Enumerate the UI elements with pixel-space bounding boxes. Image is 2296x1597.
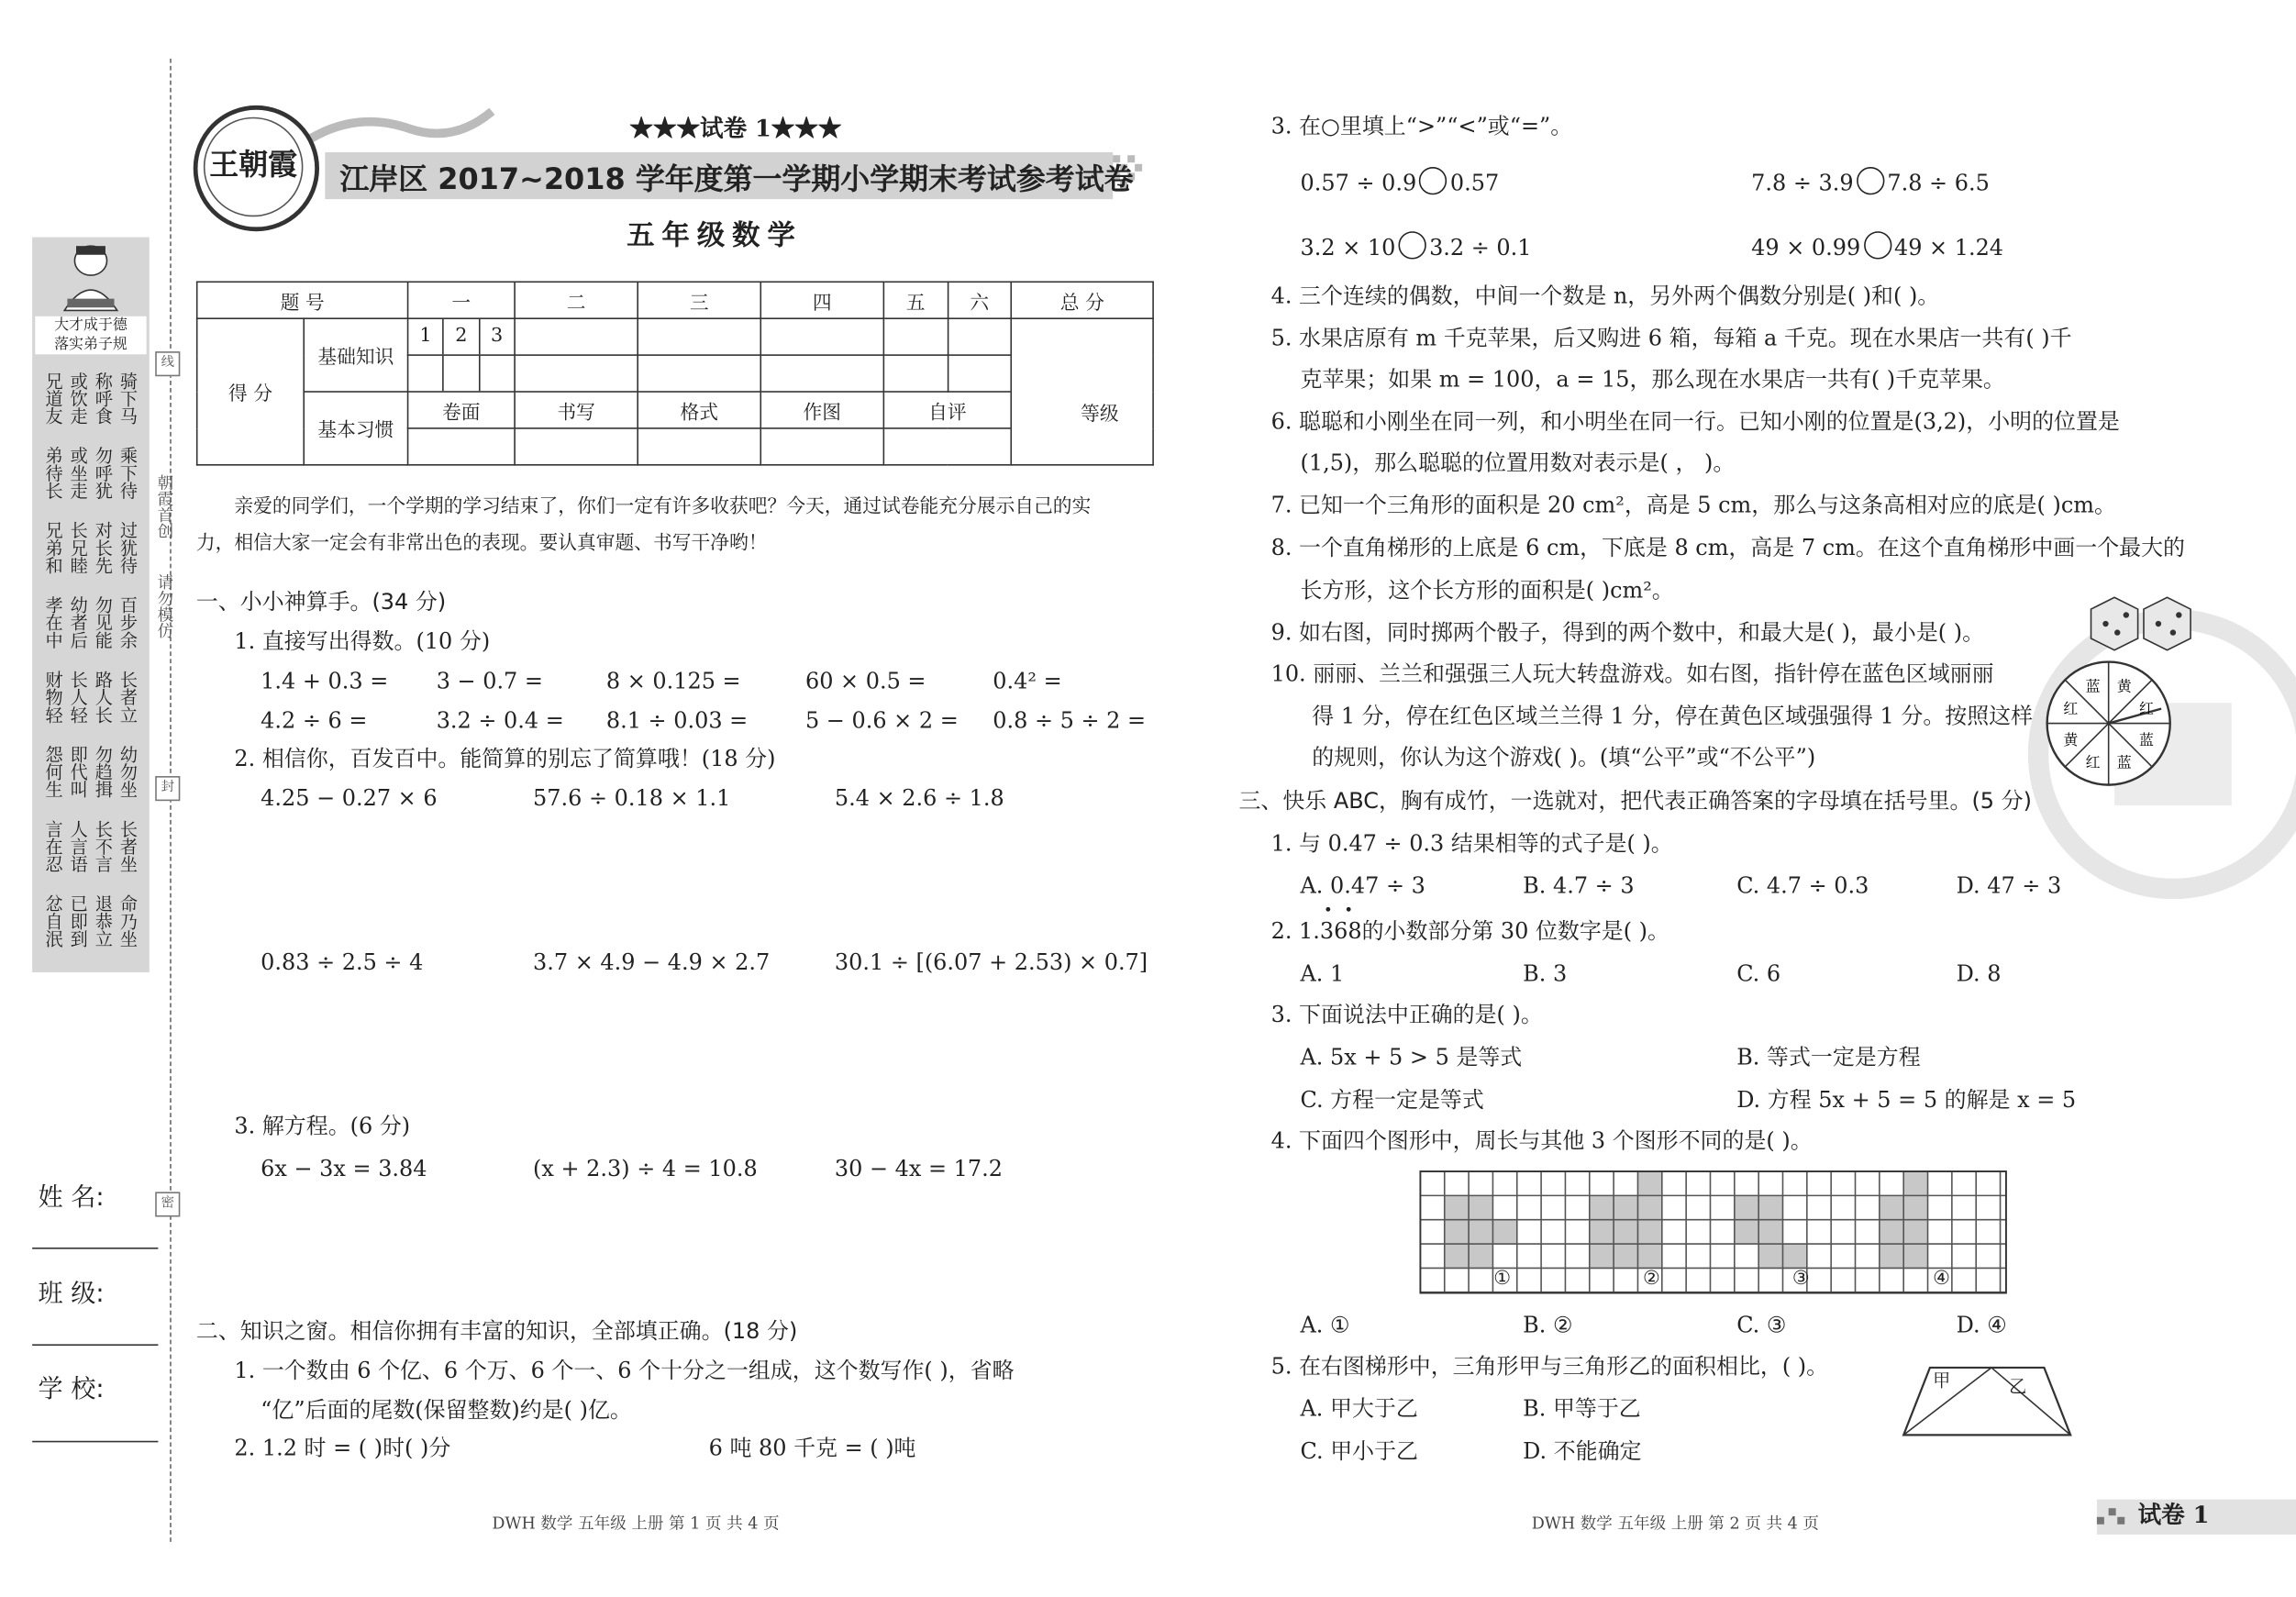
calc-item: 8 × 0.125 =: [605, 667, 741, 694]
simplify-item: 3.7 × 4.9 − 4.9 × 2.7: [533, 948, 771, 976]
cut-label-line: 线: [155, 351, 180, 376]
compare-right: 0.57: [1449, 170, 1500, 196]
proverb-column: 幼勿坐: [117, 745, 139, 798]
option[interactable]: B. ②: [1523, 1312, 1573, 1339]
equation-item: 30 − 4x = 17.2: [834, 1155, 1003, 1182]
score-cell[interactable]: [948, 355, 1012, 392]
proverb-column: 人言语: [68, 819, 89, 873]
calc-item: 3 − 0.7 =: [436, 667, 543, 694]
s2-q1-line2: “亿”后面的尾数(保留整数)约是( )亿。: [261, 1396, 632, 1424]
habit-item: 自评: [883, 392, 1011, 428]
proverb-column: 忿自泯: [43, 894, 64, 948]
proverb-column: 过犹待: [117, 521, 139, 574]
habit-item: 卷面: [408, 392, 516, 428]
trapezoid-label-yi: 乙: [2009, 1376, 2027, 1397]
score-cell[interactable]: [638, 355, 760, 392]
s2-q1-line1: 1. 一个数由 6 个亿、6 个万、6 个一、6 个十分之一组成，这个数写作( )，省略: [234, 1357, 1015, 1384]
wheel-sector-label: 黄: [2116, 677, 2132, 695]
school-field[interactable]: [32, 1441, 158, 1443]
score-cell[interactable]: [883, 355, 948, 392]
equation-item: (x + 2.3) ÷ 4 = 10.8: [533, 1155, 758, 1182]
score-header: 一: [408, 282, 516, 318]
intro-line-1: 亲爱的同学们，一个学期的学习结束了，你们一定有许多收获吧？今天，通过试卷能充分展示自己的实: [234, 496, 1092, 519]
figure-label: ②: [1643, 1268, 1660, 1291]
proverb-column: 命乃坐: [117, 894, 139, 948]
score-cell[interactable]: [638, 428, 760, 465]
proverb-column: 即代叫: [68, 745, 89, 798]
wheel-sector-label: 蓝: [2139, 731, 2154, 749]
score-cell[interactable]: [408, 355, 516, 392]
simplify-item: 30.1 ÷ [(6.07 + 2.53) × 0.7]: [834, 948, 1148, 976]
proverb-column: 勿见能: [93, 595, 114, 649]
r-q7: 7. 已知一个三角形的面积是 20 cm²，高是 5 cm，那么与这条高相对应的底是( )cm。: [1270, 492, 2116, 519]
score-cell[interactable]: [760, 318, 883, 355]
wheel-sector-label: 蓝: [2085, 677, 2101, 695]
proverb-column: 路人长: [93, 671, 114, 724]
score-cell[interactable]: [515, 355, 638, 392]
basic-habits-label: 基本习惯: [304, 392, 407, 465]
sub-num: 3: [491, 325, 504, 348]
proverb-group: [44, 820, 138, 882]
motto: 大才成于德 落实弟子规: [35, 316, 146, 355]
simplify-item: 0.83 ÷ 2.5 ÷ 4: [261, 948, 424, 976]
wheel-sector-label: 红: [2139, 699, 2154, 717]
compare-left: 0.57 ÷ 0.9: [1300, 170, 1417, 196]
calc-item: 60 × 0.5 =: [804, 667, 926, 694]
proverb-column: 勿呼犹: [93, 446, 114, 500]
compare-circle[interactable]: [1863, 231, 1891, 259]
proverb-column: 幼者后: [68, 595, 89, 649]
name-label: 姓 名:: [38, 1182, 105, 1213]
footer-left: DWH 数学 五年级 上册 第 1 页 共 4 页: [492, 1514, 780, 1534]
proverb-column: 孝在中: [43, 595, 64, 649]
habit-item: 书写: [515, 392, 638, 428]
score-cell-1[interactable]: [408, 318, 516, 355]
trapezoid-figure: [1901, 1362, 2073, 1438]
r-q6-line1: 6. 聪聪和小刚坐在同一列，和小明坐在同一行。已知小刚的位置是(3,2)，小明的位置是: [1270, 408, 2120, 436]
exam-tag: ★★★试卷 1★★★: [629, 114, 842, 142]
r-q10-line3: 的规则，你认为这个游戏( )。(填“公平”或“不公平”): [1312, 743, 1816, 771]
r-q5-line2: 克苹果；如果 m = 100，a = 15，那么现在水果店一共有( )千克苹果。: [1300, 366, 2005, 393]
proverb-group: [44, 447, 138, 508]
cut-label-seal: 封: [155, 776, 180, 801]
score-table: [196, 281, 1154, 465]
section2-title: 二、知识之窗。相信你拥有丰富的知识，全部填正确。(18 分): [195, 1317, 798, 1345]
footer-right: DWH 数学 五年级 上册 第 2 页 共 4 页: [1531, 1514, 1819, 1534]
simplify-item: 4.25 − 0.27 × 6: [261, 784, 438, 812]
simplify-item: 5.4 × 2.6 ÷ 1.8: [834, 784, 1004, 812]
proverb-column: 长不言: [93, 819, 114, 873]
s1-q1-title: 1. 直接写出得数。(10 分): [234, 627, 491, 655]
class-field[interactable]: [32, 1344, 158, 1346]
option[interactable]: A. 5x + 5 > 5 是等式: [1300, 1044, 1523, 1070]
choice-q1: 1. 与 0.47 ÷ 0.3 结果相等的式子是( )。: [1270, 830, 1673, 857]
spinner-wheel: [2044, 659, 2172, 787]
r-q8-line2: 长方形，这个长方形的面积是( )cm²。: [1300, 576, 1674, 604]
proverb-column: 弟待长: [43, 446, 64, 500]
option[interactable]: D. 不能确定: [1523, 1437, 1642, 1465]
proverb-column: 长者立: [117, 671, 139, 724]
wheel-sector-label: 红: [2085, 753, 2101, 771]
r-q5-line1: 5. 水果店原有 m 千克苹果，后又购进 6 箱，每箱 a 千克。现在水果店一共有( )千: [1270, 325, 2072, 352]
option[interactable]: A. 1: [1300, 960, 1345, 987]
score-header-total: 总 分: [1011, 282, 1153, 318]
proverb-column: 或坐走: [68, 446, 89, 500]
proverb-column: 退恭立: [93, 894, 114, 948]
s1-q2-title: 2. 相信你，百发百中。能简算的别忘了简算哦！(18 分): [234, 745, 776, 772]
compare-a: [1301, 167, 1500, 196]
proverb-group: [44, 372, 138, 433]
proverb-column: 兄弟和: [43, 521, 64, 574]
habit-item: 作图: [760, 392, 883, 428]
proverb-group: [44, 596, 138, 658]
score-total-cell[interactable]: [1011, 318, 1153, 465]
compare-right: 49 × 1.24: [1893, 234, 2004, 261]
s2-q2-a: 2. 1.2 时 = ( )时( )分: [234, 1435, 451, 1462]
r-q9: 9. 如右图，同时掷两个骰子，得到的两个数中，和最大是( )，最小是( )。: [1270, 619, 1985, 646]
vertical-note-1: 朝霞首创: [155, 474, 174, 539]
footer-dots: [2097, 1508, 2129, 1528]
vertical-note-2: 请勿模仿: [155, 573, 174, 638]
score-header: 六: [948, 282, 1012, 318]
figure-label: ①: [1493, 1268, 1511, 1291]
choice-q3: 3. 下面说法中正确的是( )。: [1270, 1001, 1543, 1028]
score-cell[interactable]: [760, 428, 883, 465]
option[interactable]: D. 方程 5x + 5 = 5 的解是 x = 5: [1736, 1086, 2077, 1114]
option[interactable]: C. 方程一定是等式: [1300, 1086, 1484, 1114]
compare-circle[interactable]: [1419, 167, 1447, 194]
option[interactable]: A. 0.47 ÷ 3: [1300, 872, 1425, 900]
score-cell[interactable]: [515, 428, 638, 465]
compare-left: 49 × 0.99: [1751, 234, 1861, 261]
calc-item: 4.2 ÷ 6 =: [261, 707, 368, 734]
dice-image: [2085, 594, 2196, 653]
calc-item: 3.2 ÷ 0.4 =: [436, 707, 564, 734]
option[interactable]: C. ③: [1736, 1312, 1787, 1339]
grade-label: 等级: [1081, 404, 1119, 427]
r-q10-line1: 10. 丽丽、兰兰和强强三人玩大转盘游戏。如右图，指针停在蓝色区域丽丽: [1270, 660, 1994, 687]
option[interactable]: C. 4.7 ÷ 0.3: [1736, 872, 1869, 900]
proverb-column: 称呼食: [93, 372, 114, 425]
score-cell[interactable]: [883, 428, 1011, 465]
choice-q4: 4. 下面四个图形中，周长与其他 3 个图形不同的是( )。: [1270, 1127, 1813, 1154]
calc-item: 5 − 0.6 × 2 =: [804, 707, 959, 734]
intro-line-2: 力，相信大家一定会有非常出色的表现。要认真审题、书写干净哟！: [195, 533, 768, 555]
score-cell[interactable]: [948, 318, 1012, 355]
choice-q2: 2. 1.368的小数部分第 30 位数字是( )。: [1270, 917, 1669, 945]
class-label: 班 级:: [38, 1280, 105, 1310]
repeating-dots: [1324, 905, 1368, 915]
figure-label: ③: [1791, 1268, 1810, 1291]
proverb-column: 乘下待: [117, 446, 139, 500]
sub-num: 2: [444, 319, 480, 354]
option[interactable]: B. 等式一定是方程: [1736, 1044, 1921, 1070]
figure-label: ④: [1933, 1268, 1950, 1291]
score-cell[interactable]: [760, 355, 883, 392]
trapezoid-label-jia: 甲: [1933, 1370, 1951, 1392]
r-q8-line1: 8. 一个直角梯形的上底是 6 cm，下底是 8 cm，高是 7 cm。在这个直角梯形中画一个最大的: [1270, 534, 2186, 561]
r-q3-title: 3. 在○里填上“>”“<”或“=”。: [1270, 112, 1573, 139]
compare-d: [1751, 231, 2003, 261]
choice-q5: 5. 在右图梯形中，三角形甲与三角形乙的面积相比，( )。: [1270, 1352, 1829, 1380]
exam-title: 江岸区 2017~2018 学年度第一学期小学期末考试参考试卷: [339, 161, 1134, 196]
compare-c: [1301, 231, 1532, 261]
compare-left: 7.8 ÷ 3.9: [1751, 170, 1854, 196]
proverb-column: 长人轻: [68, 671, 89, 724]
score-header: 四: [760, 282, 883, 318]
scholar-illustration: [50, 243, 131, 314]
school-label: 学 校:: [38, 1374, 105, 1404]
compare-right: 3.2 ÷ 0.1: [1429, 234, 1532, 261]
section1-title: 一、小小神算手。(34 分): [195, 588, 447, 616]
score-cell[interactable]: [883, 318, 948, 355]
score-row-label: 得 分: [197, 318, 305, 465]
score-header: 二: [515, 282, 638, 318]
proverb-list: [44, 372, 138, 969]
calc-item: 0.8 ÷ 5 ÷ 2 =: [993, 707, 1147, 734]
name-field[interactable]: [32, 1248, 158, 1249]
calc-item: 0.4² =: [993, 667, 1062, 694]
score-header: 五: [883, 282, 948, 318]
r-q10-line2: 得 1 分，停在红色区域兰兰得 1 分，停在黄色区域强强得 1 分。按照这样: [1312, 703, 2034, 729]
compare-b: [1751, 167, 1990, 196]
proverb-column: 骑下马: [117, 372, 139, 425]
option[interactable]: D. ④: [1956, 1312, 2007, 1339]
proverb-column: 勿趋揖: [93, 745, 114, 798]
score-header: 三: [638, 282, 760, 318]
r-q4: 4. 三个连续的偶数，中间一个数是 n，另外两个偶数分别是( )和( )。: [1270, 283, 1940, 309]
option[interactable]: A. 甲大于乙: [1300, 1395, 1418, 1423]
sub-num: 1: [408, 319, 444, 354]
proverb-column: 百步余: [117, 595, 139, 649]
habit-item: 格式: [638, 392, 760, 428]
equation-item: 6x − 3x = 3.84: [261, 1155, 427, 1182]
wheel-sector-label: 蓝: [2116, 753, 2132, 771]
proverb-column: 长者坐: [117, 819, 139, 873]
calc-item: 8.1 ÷ 0.03 =: [605, 707, 749, 734]
option[interactable]: D. 8: [1956, 960, 2002, 987]
proverb-group: [44, 746, 138, 807]
proverb-group: [44, 894, 138, 956]
wheel-sector-label: 红: [2063, 699, 2079, 717]
compare-circle[interactable]: [1857, 167, 1884, 194]
compare-right: 7.8 ÷ 6.5: [1887, 170, 1990, 196]
option[interactable]: C. 甲小于乙: [1300, 1437, 1418, 1465]
compare-left: 3.2 × 10: [1300, 234, 1396, 261]
proverb-column: 怨何生: [43, 745, 64, 798]
score-header-label: 题 号: [197, 282, 408, 318]
option[interactable]: A. ①: [1300, 1312, 1350, 1339]
option[interactable]: B. 甲等于乙: [1523, 1395, 1641, 1423]
proverb-group: [44, 671, 138, 732]
calc-item: 1.4 + 0.3 =: [261, 667, 389, 694]
proverb-column: 财物轻: [43, 671, 64, 724]
brand-logo: 王朝霞: [204, 117, 304, 217]
s2-q2-b: 6 吨 80 千克 = ( )吨: [708, 1435, 916, 1462]
r-q6-line2: (1,5)，那么聪聪的位置用数对表示是( ， )。: [1300, 449, 1736, 476]
option[interactable]: C. 6: [1736, 960, 1781, 987]
compare-circle[interactable]: [1399, 231, 1426, 259]
proverb-column: 或饮走: [68, 372, 89, 425]
proverb-column: 长兄睦: [68, 521, 89, 574]
basic-knowledge-label: 基础知识: [304, 318, 407, 392]
proverb-column: 已即到: [68, 894, 89, 948]
s1-q3-title: 3. 解方程。(6 分): [234, 1113, 411, 1139]
option[interactable]: B. 3: [1523, 960, 1568, 987]
proverb-column: 兄道友: [43, 372, 64, 425]
exam-subject: 五年级数学: [627, 219, 803, 252]
score-cell[interactable]: [515, 318, 638, 355]
wheel-sector-label: 黄: [2063, 731, 2079, 749]
option[interactable]: D. 47 ÷ 3: [1956, 872, 2062, 900]
simplify-item: 57.6 ÷ 0.18 × 1.1: [533, 784, 731, 812]
proverb-column: 对长先: [93, 521, 114, 574]
option[interactable]: B. 4.7 ÷ 3: [1523, 872, 1635, 900]
proverb-group: [44, 521, 138, 582]
ribbon-decoration: [293, 103, 497, 155]
score-cell[interactable]: [408, 428, 516, 465]
footer-tag: 试卷 1: [2137, 1501, 2210, 1529]
score-cell[interactable]: [638, 318, 760, 355]
section3-title: 三、快乐 ABC，胸有成竹，一选就对，把代表正确答案的字母填在括号里。(5 分): [1238, 787, 2032, 815]
proverb-column: 言在忍: [43, 819, 64, 873]
cut-label-secret: 密: [155, 1192, 180, 1216]
